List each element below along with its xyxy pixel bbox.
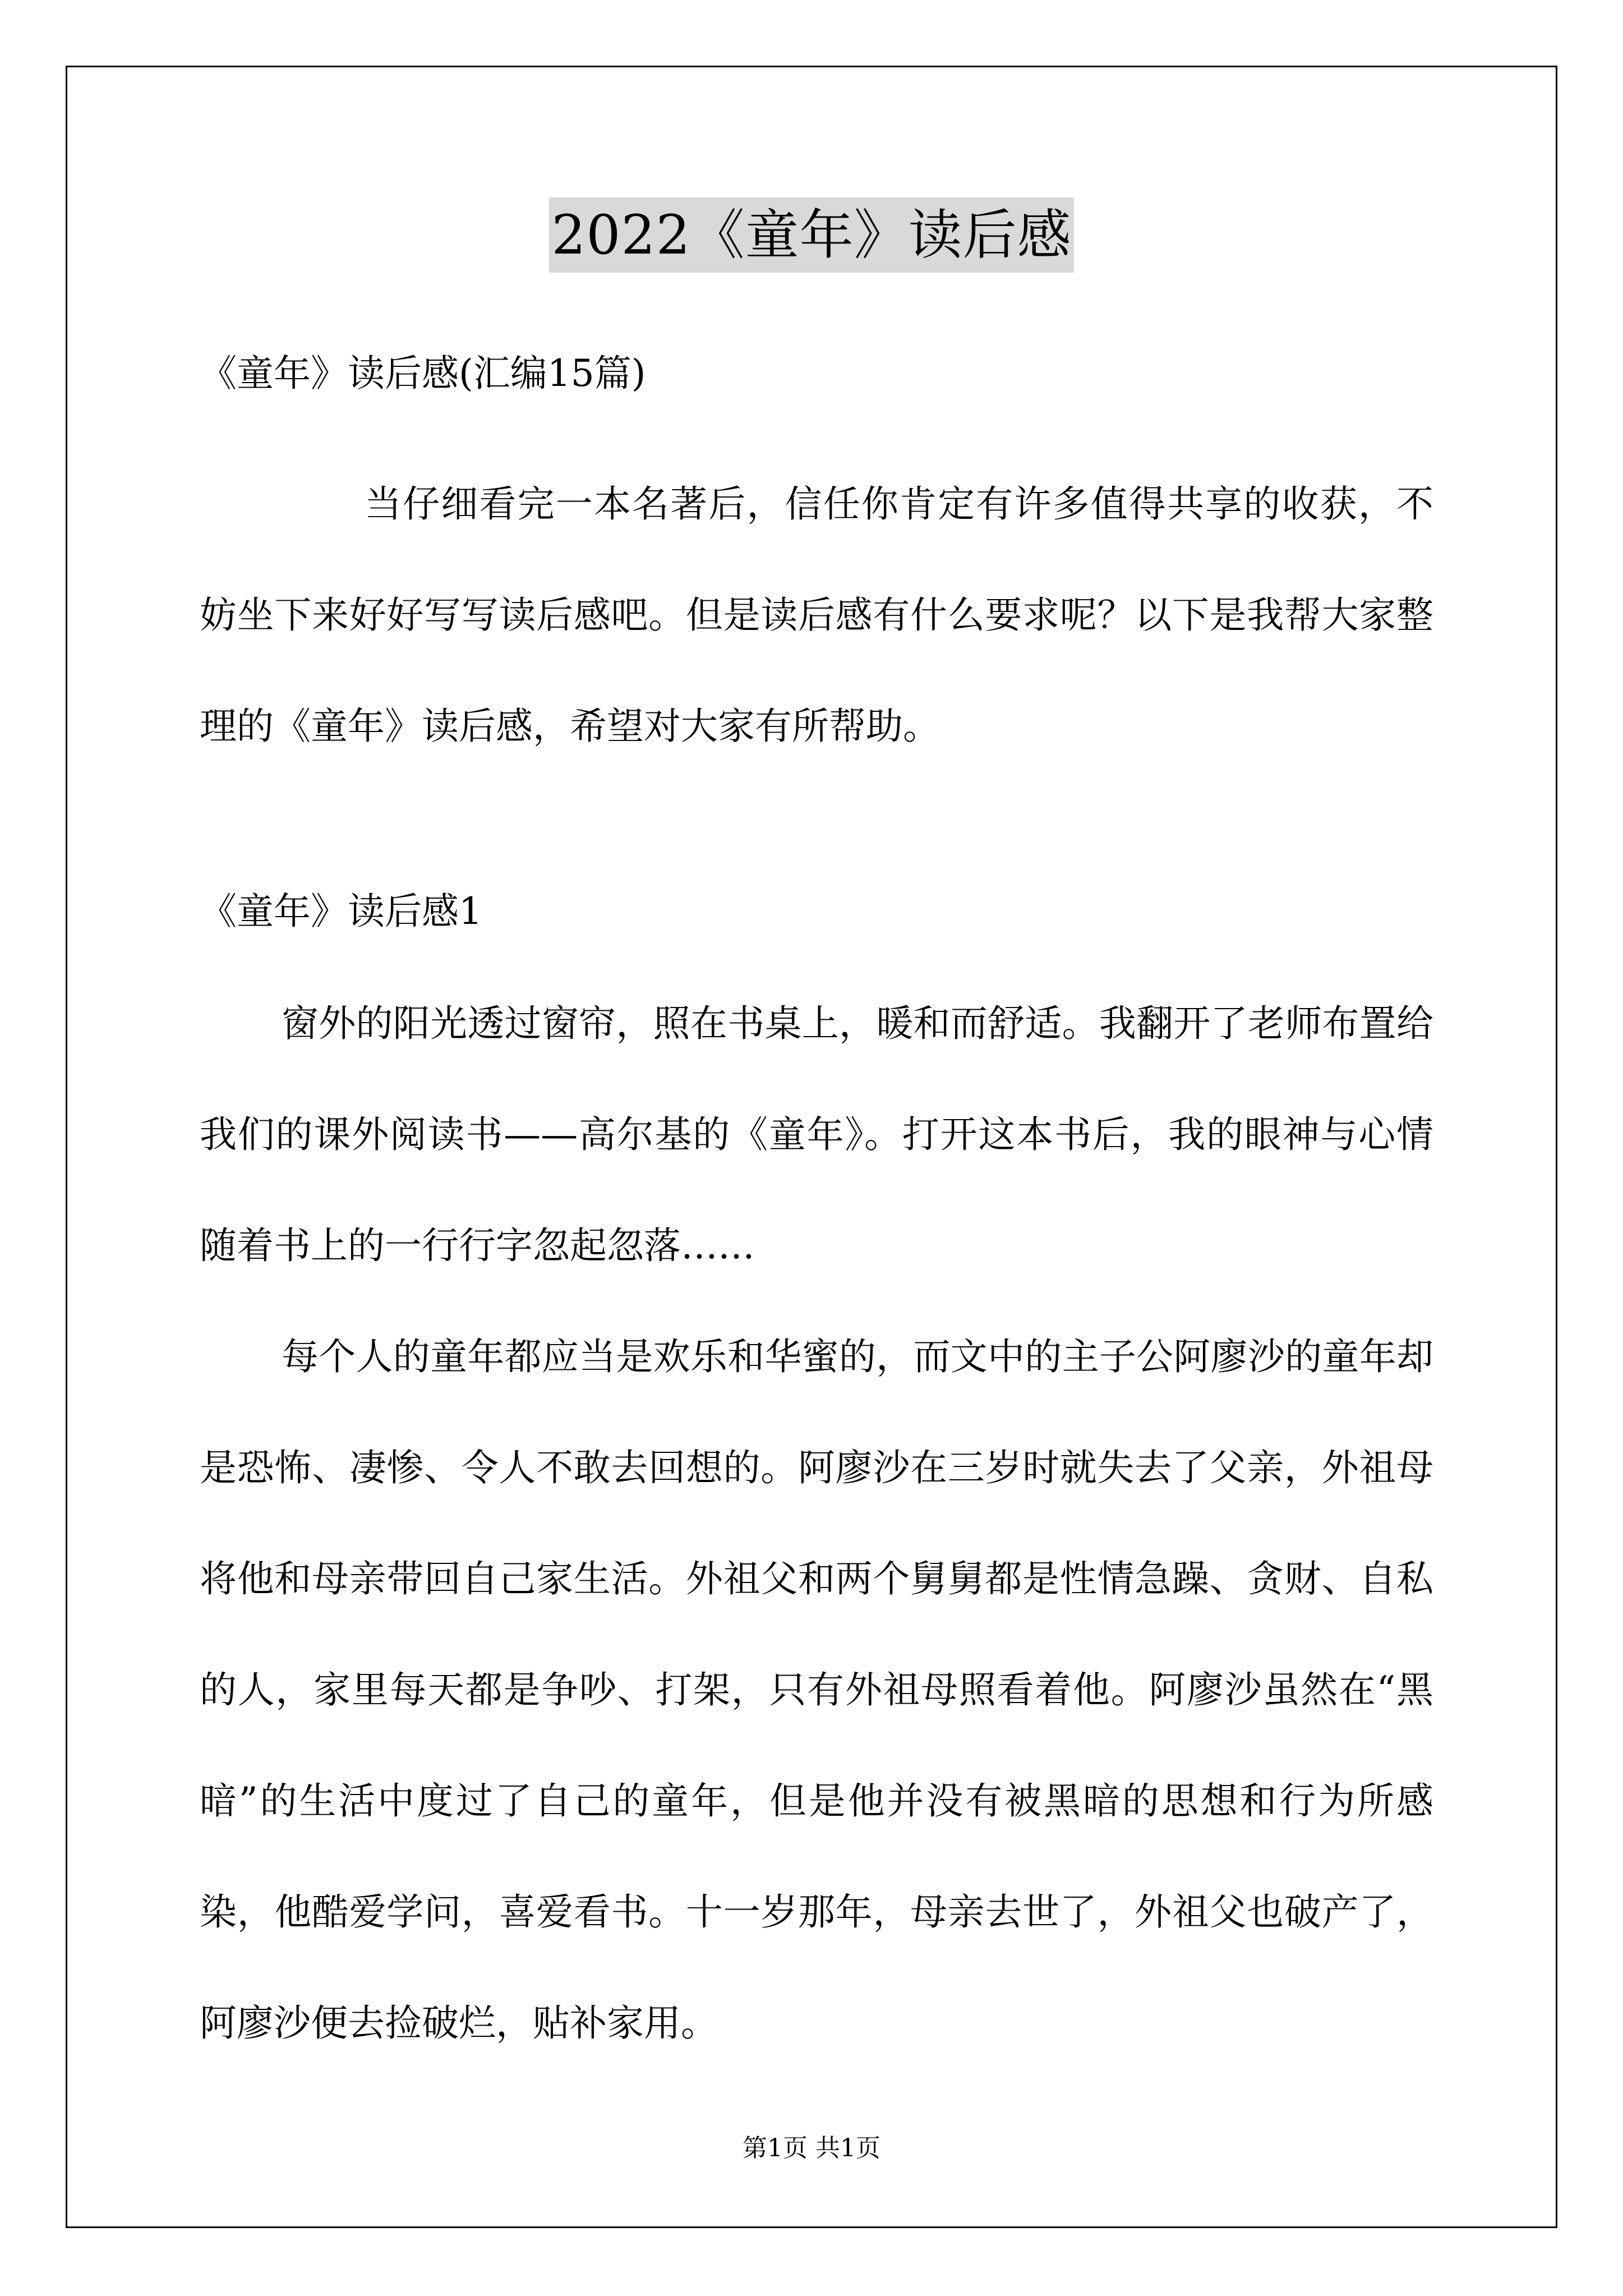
intro-paragraph: 当仔细看完一本名著后，信任你肯定有许多值得共享的收获，不妨坐下来好好写写读后感吧。但是读后感有什么要求呢？以下是我帮大家整理的《童年》读后感，希望对大家有所帮助。 [200,482,1433,748]
document-title: 2022《童年》读后感 [549,197,1073,273]
body-paragraph-1: 窗外的阳光透过窗帘，照在书桌上，暖和而舒适。我翻开了老师布置给我们的课外阅读书——高尔基的《童年》。打开这本书后，我的眼神与心情随着书上的一行行字忽起忽落…… [200,1002,1433,1267]
title-container [0,197,1623,273]
page-footer: 第1页 共1页 [743,2134,880,2162]
document-subtitle: 《童年》读后感(汇编15篇) [200,352,646,395]
body-paragraph-2: 每个人的童年都应当是欢乐和华蜜的，而文中的主子公阿廖沙的童年却是恐怖、凄惨、令人不敢去回想的。阿廖沙在三岁时就失去了父亲，外祖母将他和母亲带回自己家生活。外祖父和两个舅舅都是性情急躁、贪财、自私的人，家里每天都是争吵、打架，只有外祖母照看着他。阿廖沙虽然在“黑暗”的生活中度过了自己的童年，但是他并没有被黑暗的思想和行为所感染，他酷爱学问，喜爱看书。十一岁那年，母亲去世了，外祖父也破产了，阿廖沙便去捡破烂，贴补家用。 [200,1335,1433,2045]
section-heading: 《童年》读后感1 [200,890,482,933]
